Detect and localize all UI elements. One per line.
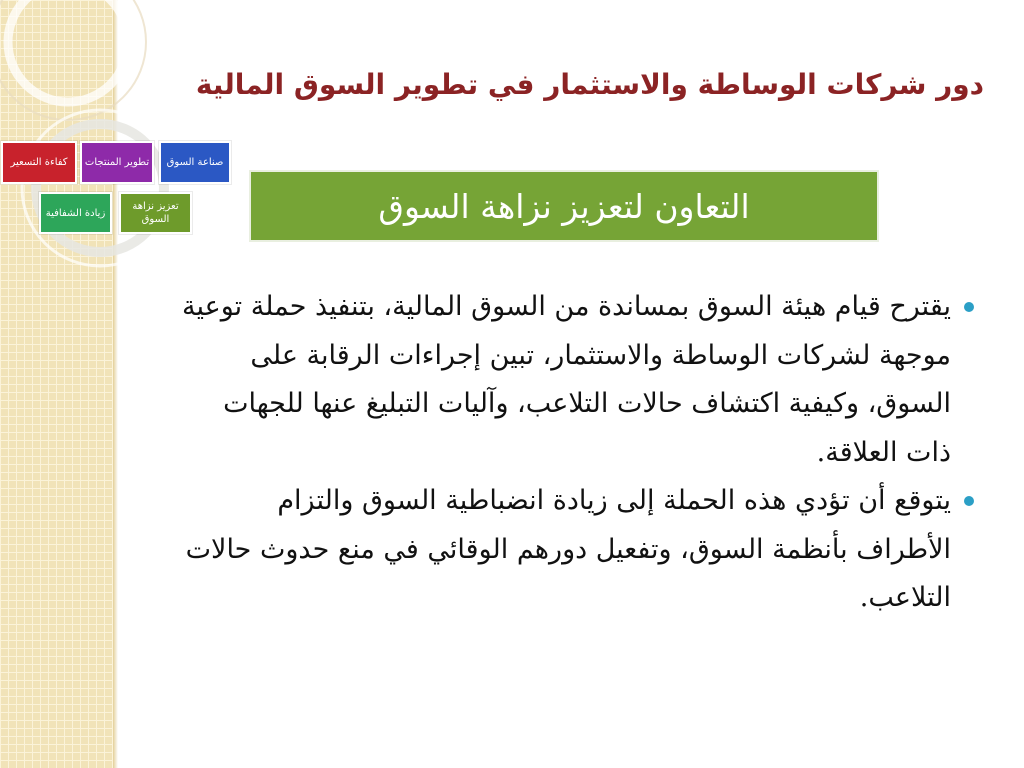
bullet-dot-icon: [964, 302, 974, 312]
tag-transparency: زيادة الشفافية: [39, 192, 112, 234]
bullet-text: يتوقع أن تؤدي هذه الحملة إلى زيادة انضباطية السوق والتزام الأطراف بأنظمة السوق، وتفعيل دورهم الوقائي في منع حدوث حالات التلاعب.: [185, 485, 951, 613]
bullet-dot-icon: [964, 496, 974, 506]
bullet-text: يقترح قيام هيئة السوق بمساندة من السوق المالية، بتنفيذ حملة توعية موجهة لشركات الوساطة والاستثمار، تبين إجراءات الرقابة على السوق، وكيفية اكتشاف حالات التلاعب، وآليات التبليغ عنها للجهات ذات العلاقة.: [181, 291, 951, 468]
decorative-grid-strip: [0, 0, 113, 768]
section-banner: التعاون لتعزيز نزاهة السوق: [249, 170, 879, 242]
bullet-list: [181, 283, 976, 623]
tag-pricing-efficiency: كفاءة التسعير: [1, 141, 77, 184]
tag-market-integrity: تعزيز نزاهة السوق: [119, 192, 192, 234]
list-item: [186, 477, 976, 623]
list-item: [181, 283, 976, 477]
tag-market-making: صناعة السوق: [159, 141, 231, 184]
decorative-strip-edge: [113, 0, 118, 768]
tag-product-development: تطوير المنتجات: [80, 141, 154, 184]
slide-title: دور شركات الوساطة والاستثمار في تطوير السوق المالية: [195, 68, 984, 101]
